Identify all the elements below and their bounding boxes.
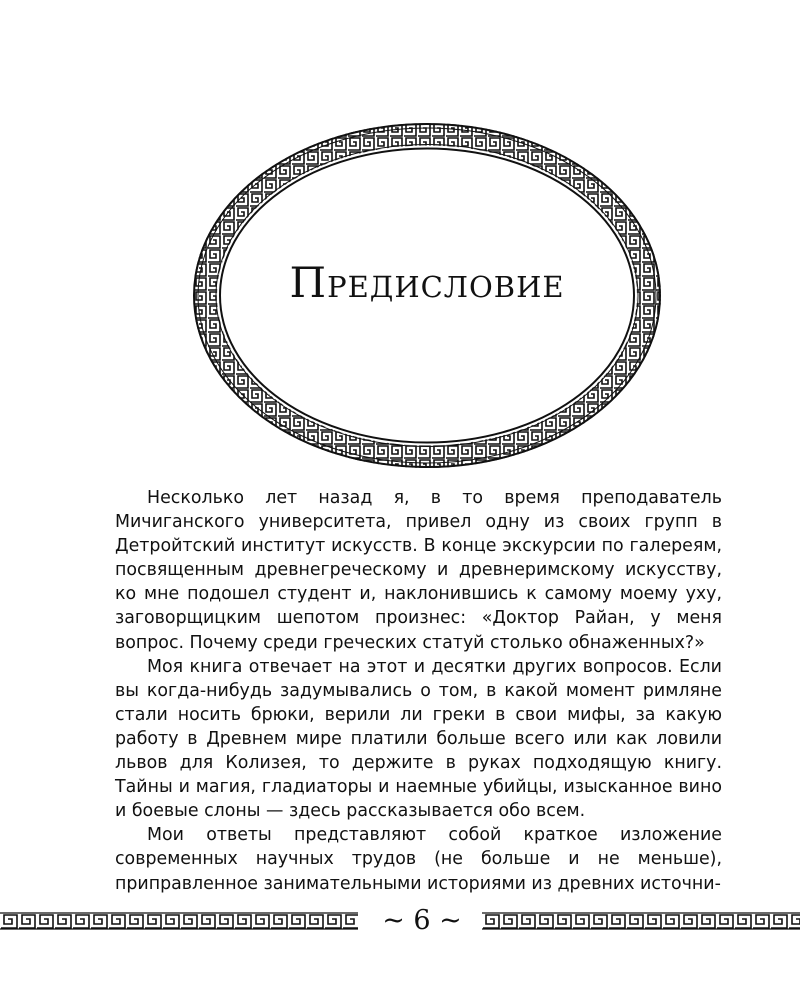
paragraph: Моя книга отвечает на этот и десятки других вопросов. Если вы когда-нибудь задумывались о том, в какой момент римляне стали носить брюки, верили ли греки в свои мифы, за какую работу в Древнем мире платили больше всего или как ловили львов для Колизея, то держите в руках подходящую книгу. Тайны и магия, гладиаторы и наемные убийцы, изысканное вино и боевые слоны — здесь рассказывается обо всем.: [115, 656, 722, 822]
body-text: [115, 486, 722, 896]
paragraph: Несколько лет назад я, в то время преподаватель Мичиганского университета, привел одну из своих групп в Детройтский институт искусств. В конце экскурсии по галереям, посвященным древнегреческому и древнеримскому искусству, ко мне подошел студент и, наклонившись к самому моему уху, заговорщицким шепотом произнес: «Доктор Райан, у меня вопрос. Почему среди греческих статуй столько обнаженных?»: [115, 488, 722, 653]
greek-key-border-left: [0, 912, 358, 930]
page-footer: [0, 905, 800, 935]
chapter-title: Предисловие: [289, 258, 565, 307]
greek-key-border-right: [482, 912, 800, 930]
paragraph: Мои ответы представляют собой краткое изложение современных научных трудов (не больше и не меньше), приправленное занимательными историями из древних источни-: [115, 825, 722, 894]
page-number: ~ 6 ~: [382, 905, 462, 936]
